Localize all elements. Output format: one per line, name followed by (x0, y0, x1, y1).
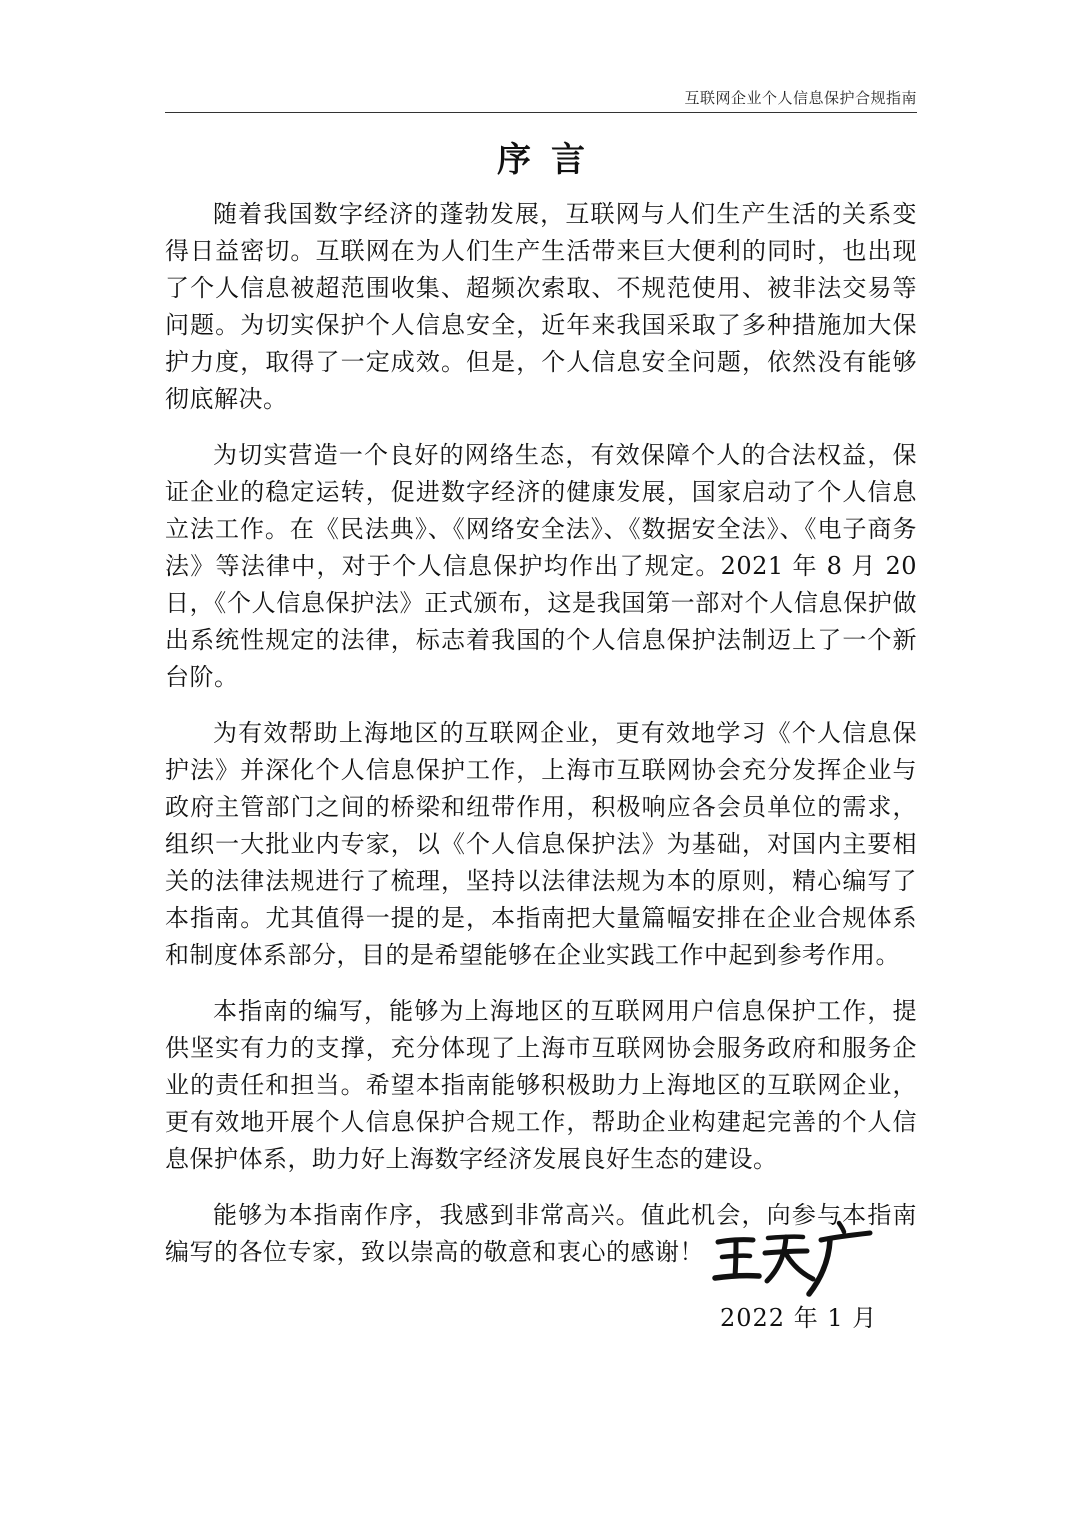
paragraph-4: 本指南的编写，能够为上海地区的互联网用户信息保护工作，提供坚实有力的支撑，充分体现了上海市互联网协会服务政府和服务企业的责任和担当。希望本指南能够积极助力上海地区的互联网企业，更有效地开展个人信息保护合规工作，帮助企业构建起完善的个人信息保护体系，助力好上海数字经济发展良好生态的建设。 (165, 997, 917, 1173)
preface-body (165, 196, 917, 1290)
signature-stroke (809, 1240, 830, 1294)
signature-stroke (839, 1223, 844, 1232)
paragraph-3: 为有效帮助上海地区的互联网企业，更有效地学习《个人信息保护法》并深化个人信息保护工作，上海市互联网协会充分发挥企业与政府主管部门之间的桥梁和纽带作用，积极响应各会员单位的需求，组织一大批业内专家，以《个人信息保护法》为基础，对国内主要相关的法律法规进行了梳理，坚持以法律法规为本的原则，精心编写了本指南。尤其值得一提的是，本指南把大量篇幅安排在企业合规体系和制度体系部分，目的是希望能够在企业实践工作中起到参考作用。 (165, 719, 917, 969)
paragraph-1: 随着我国数字经济的蓬勃发展，互联网与人们生产生活的关系变得日益密切。互联网在为人们生产生活带来巨大便利的同时，也出现了个人信息被超范围收集、超频次索取、不规范使用、被非法交易等问题。为切实保护个人信息安全，近年来我国采取了多种措施加大保护力度，取得了一定成效。但是，个人信息安全问题，依然没有能够彻底解决。 (165, 200, 917, 413)
running-header: 互联网企业个人信息保护合规指南 (684, 89, 917, 107)
signature-stroke (722, 1256, 750, 1257)
header-divider (165, 112, 917, 113)
handwritten-signature (712, 1218, 877, 1300)
paragraph-2: 为切实营造一个良好的网络生态，有效保障个人的合法权益，保证企业的稳定运转，促进数字经济的健康发展，国家启动了个人信息立法工作。在《民法典》、《网络安全法》、《数据安全法》、《电子商务法》等法律中，对于个人信息保护均作出了规定。2021 年 8 月 20 日，《个人信息保护法》正式颁布，这是我国第一部对个人信息保护做出系统性规定的法律，标志着我国的个人信息保护法制迈上了一个新台阶。 (165, 441, 917, 691)
page-title: 序言 (497, 140, 605, 180)
signature-stroke (767, 1237, 786, 1281)
signature-date: 2022 年 1 月 (720, 1304, 878, 1332)
paragraph-5: 能够为本指南作序，我感到非常高兴。值此机会，向参与本指南编写的各位专家，致以崇高的敬意和衷心的感谢！ (165, 1201, 917, 1266)
signature-stroke (715, 1276, 759, 1278)
signature-stroke (786, 1254, 813, 1279)
